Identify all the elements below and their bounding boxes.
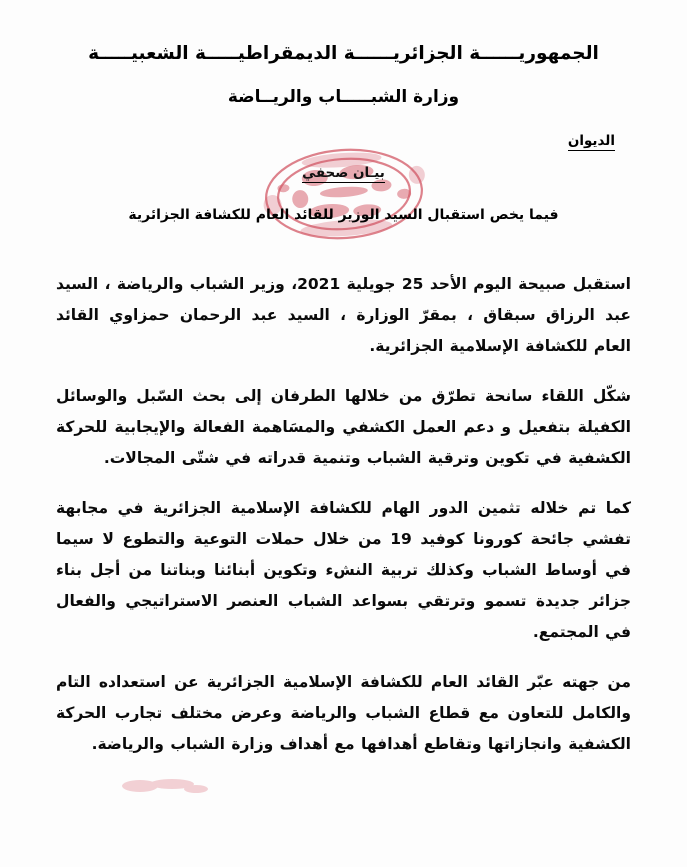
- paragraph-4: من جهته عبّر القائد العام للكشافة الإسلامية الجزائرية عن استعداده التام والكامل للتعاون مع قطاع الشباب والرياضة وعرض مختلف تجارب الحركة الكشفية وانجازاتها وتقاطع أهدافها مع أهداف وزارة الشباب والرياضة.: [56, 672, 631, 753]
- republic-title: الجمهوريــــــة الجزائريــــــة الديمقراطيـــــة الشعبيـــــة: [88, 43, 599, 64]
- press-release-title: [0, 165, 687, 181]
- ministry-title: وزارة الشبـــــاب والريــاضة: [227, 86, 460, 107]
- paragraph-1: استقبل صبيحة اليوم الأحد 25 جويلية 2021، وزير الشباب والرياضة ، السيد عبد الرزاق سبقاق ، بمقرّ الوزارة ، السيد عبد الرحمان حمزاوي القائد العام للكشافة الإسلامية الجزائرية.: [56, 274, 631, 355]
- document-header: [0, 0, 687, 149]
- title-block: [0, 165, 687, 223]
- press-release-text: بيـان صحفي: [302, 164, 385, 181]
- cabinet-label: [0, 133, 687, 149]
- subject-line: فيما يخص استقبال السيد الوزير للقائد العام للكشافة الجزائرية: [128, 206, 559, 223]
- document-body: [56, 269, 631, 760]
- cabinet-text: الديوان: [567, 132, 615, 149]
- ink-smudge: [120, 772, 212, 800]
- paragraph-2: شكّل اللقاء سانحة تطرّق من خلالها الطرفان إلى بحث السّبل والوسائل الكفيلة بتفعيل و دعم العمل الكشفي والمسَاهمة الفعالة والإيجابية للحركة الكشفية في تكوين وترقية الشباب وتنمية قدراته في شتّى المجالات.: [56, 386, 631, 467]
- paragraph-3: كما تم خلاله تثمين الدور الهام للكشافة الإسلامية الجزائرية في مجابهة تفشي جائحة كورونا كوفيد 19 من خلال حملات التوعية والتطوع لا سيما في أوساط الشباب وكذلك تربية النشء وتكوين أبنائنا وبناتنا من أجل بناء جزائر جديدة تسمو وترتقي بسواعد الشباب العنصر الاستراتيجي والفعال في المجتمع.: [56, 498, 631, 641]
